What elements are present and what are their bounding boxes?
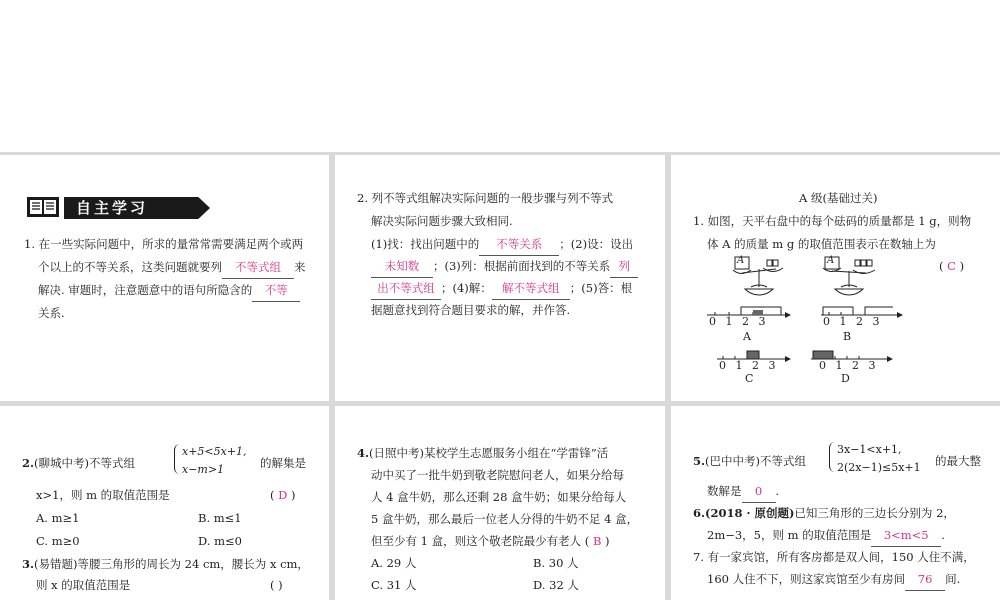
q2-option-b: B. m≤1 [198,511,242,525]
q2-blank-4: 解不等式组 [492,277,570,300]
brace-icon [174,444,181,474]
q1-line2 [38,256,306,279]
q6-line2: 2m−3，5，则 m 的取值范围是 3<m<5 . [707,524,945,547]
q5-line2: 数解是 0 . [707,480,779,503]
q-text: 不等式组 [760,454,806,468]
tick-label: 2 [856,315,866,328]
ticks-d [819,359,879,373]
book-icon [26,196,60,218]
tick-label: 0 [819,359,829,372]
panel-level-a [671,155,1000,401]
section-title: 自主学习 [76,199,149,217]
q1-answer: C [947,259,956,273]
box-label-1: A [737,255,745,266]
q2-tail: 的解集是 [260,456,306,470]
q2-text: ；(5)答：根 [569,281,633,295]
q-number: 2. [22,456,35,470]
q2-option-a: A. m≥1 [36,511,80,525]
q7-line2 [707,568,960,591]
tick-label: 3 [758,315,769,328]
q2-blank-3b: 出不等式组 [371,277,441,300]
q-tag: (易错题) [34,557,78,571]
q-number: 5. [693,454,706,468]
q-text: 等腰三角形的周长为 24 cm，腰长为 x cm， [77,557,309,571]
q1-text: 来 [294,260,306,274]
panel-self-study [0,155,329,401]
q4-line2: 动中买了一批牛奶到敬老院慰问老人，如果分给每 [371,468,624,482]
q2-text: ；(2)设：设出 [559,237,634,251]
q1-line3 [38,279,300,302]
q7-line1: 7. 有一家宾馆，所有客房都是双人间，150 人住不满， [693,550,975,564]
q1-blank-2: 不等 [252,279,300,302]
q4-answer: B [592,534,602,548]
brace-icon [829,442,836,472]
q4-line1 [357,442,608,464]
q2-answer: D [278,488,288,502]
q5-answer: 0 [742,480,776,503]
tick-label: 2 [752,359,762,372]
q-number: 3. [22,557,35,571]
q2-line5 [371,277,632,300]
option-label-a: A [743,330,751,343]
option-label-b: B [843,330,852,343]
tick-label: 3 [872,315,883,328]
section-header [26,195,216,221]
q-number: 6. [693,506,706,520]
q1-text: 解决. 审题时，注意题意中的语句所隐含的 [38,283,253,297]
q3-answer-paren: ( ) [270,578,283,592]
q2-blank-1: 不等关系 [479,233,559,256]
inequality-2: x−m>1 [182,463,225,476]
q4-option-b: B. 30 人 [533,556,579,570]
q2-option-d: D. m≤0 [198,534,242,548]
tick-label: 1 [735,359,746,372]
inequality-system [174,444,264,480]
q5-stem [693,450,806,472]
q2-line4 [371,255,638,278]
panel-q5-q7 [671,406,1000,600]
q2-line2: x>1，则 m 的取值范围是 [36,488,170,502]
q2-answer-paren: ( D ) [270,488,296,502]
inequality-1: x+5<5x+1, [182,445,247,458]
q2-text: ；(3)列：根据前面找到的不等关系 [433,259,611,273]
q4-line5: 但至少有 1 盒，则这个敬老院最少有老人 ( B ) [371,534,610,548]
q1-line2: 体 A 的质量 m g 的取值范围表示在数轴上为 [707,237,936,251]
tick-label: 1 [725,315,736,328]
q1-line1: 1. 如图，天平右盘中的每个砝码的质量都是 1 g，则物 [693,214,972,228]
panel-q4 [335,406,665,600]
q2-blank-2: 未知数 [371,255,433,278]
inequality-2: 2(2x−1)≤5x+1 [837,461,921,474]
q4-option-a: A. 29 人 [371,556,417,570]
tick-label: 0 [709,315,719,328]
tick-label: 2 [852,359,862,372]
inequality-system [829,442,939,478]
q7-answer: 76 [905,568,945,591]
option-label-d: D [841,372,850,385]
option-label-c: C [745,372,754,385]
q2-line2: 解决实际问题步骤大致相同. [371,214,513,228]
q4-option-d: D. 32 人 [533,578,579,592]
tick-label: 1 [835,359,846,372]
tick-label: 1 [839,315,850,328]
q-tag: (日照中考) [369,446,424,460]
q-number: 4. [357,446,370,460]
q-text: 但至少有 1 盒，则这个敬老院最少有老人 [371,534,582,548]
q-tag: (聊城中考) [34,456,89,470]
q-text: 某校学生志愿服务小组在“学雷锋”活 [424,446,609,460]
q5-tail: 的最大整 [935,454,981,468]
q4-option-c: C. 31 人 [371,578,417,592]
box-label-2: A [827,255,835,266]
q-text: 不等式组 [89,456,135,470]
ticks-a [709,315,769,329]
q2-line6: 据题意找到符合题目要求的解，并作答. [371,303,571,317]
q1-blank-1: 不等式组 [222,256,294,279]
top-blank-area [0,0,1000,152]
q-tag: (2018 · 原创题) [705,506,795,520]
q2-text: (1)找：找出问题中的 [371,237,480,251]
level-title: A 级(基础过关) [799,191,878,205]
q1-line1: 1. 在一些实际问题中，所求的量常常需要满足两个或两 [24,237,304,251]
q1-line4: 关系. [38,306,65,320]
q-tag: (巴中中考) [705,454,760,468]
q3-line2: 则 x 的取值范围是 [36,578,131,592]
q-text: 数解是 [707,484,742,498]
q1-text: 个以上的不等关系，这类问题就要列 [38,260,222,274]
q6-answer: 3<m<5 [871,524,941,547]
q2-line3 [371,233,633,256]
q2-stem [22,452,135,474]
panel-steps [335,155,665,401]
q2-blank-3a: 列 [610,255,638,278]
panel-q2-q3 [0,406,329,600]
q-text: 2m−3，5，则 m 的取值范围是 [707,528,872,542]
q6-line1 [693,502,955,524]
q4-line4: 5 盒牛奶，那么最后一位老人分得的牛奶不足 4 盒， [371,512,639,526]
tick-label: 3 [868,359,879,372]
tick-label: 0 [823,315,833,328]
q2-option-c: C. m≥0 [36,534,80,548]
q-text: 间. [945,572,961,586]
tick-label: 3 [768,359,779,372]
q1-answer-paren: ( C ) [939,259,965,273]
ticks-b [823,315,883,329]
q-text: 已知三角形的三边长分别为 2， [794,506,955,520]
tick-label: 2 [742,315,752,328]
tick-label: 0 [719,359,729,372]
ticks-c [719,359,779,373]
q3-line1 [22,553,309,575]
q2-line1: 2. 列不等式组解决实际问题的一般步骤与列不等式 [357,191,614,205]
q-text: 160 人住不下，则这家宾馆至少有房间 [707,572,906,586]
q2-text: ；(4)解： [441,281,492,295]
q4-line3: 人 4 盒牛奶，那么还剩 28 盒牛奶；如果分给每人 [371,490,627,504]
inequality-1: 3x−1<x+1, [837,443,902,456]
